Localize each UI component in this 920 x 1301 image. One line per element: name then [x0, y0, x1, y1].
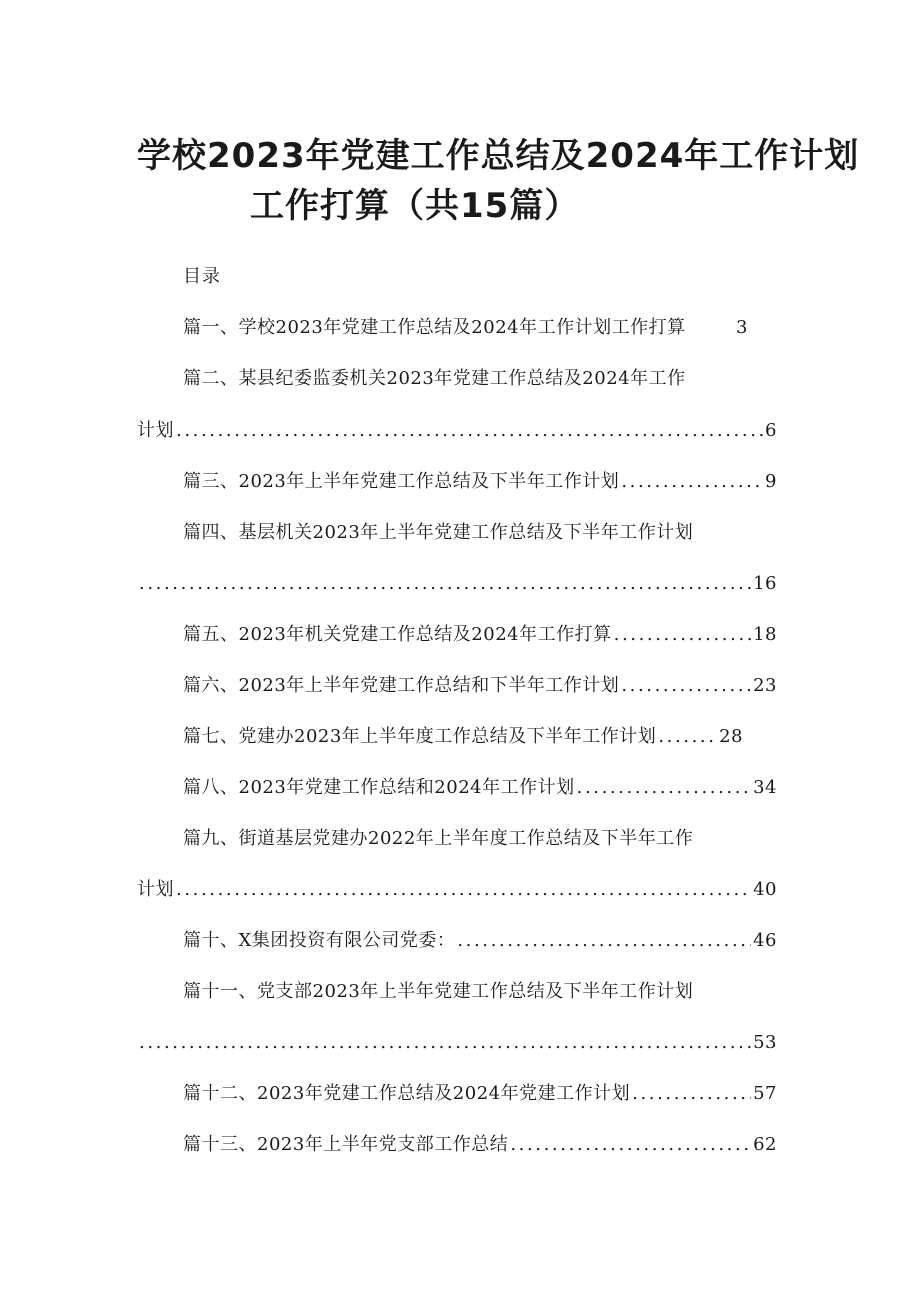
- toc-entry-continuation: [137, 1031, 777, 1055]
- toc-entry-text: 篇十、X集团投资有限公司党委：: [183, 930, 456, 951]
- toc-entry-text: 计划: [137, 420, 174, 441]
- toc-entry-text: 篇十三、2023年上半年党支部工作总结: [183, 1134, 509, 1155]
- toc-entry-page: 16: [753, 573, 777, 594]
- toc-entry-page: 57: [753, 1083, 777, 1104]
- toc-entry: [183, 725, 743, 749]
- toc-entry-page: 40: [753, 879, 777, 900]
- toc-leader-dots: [632, 1082, 751, 1106]
- toc-entry: [183, 1133, 777, 1157]
- toc-leader-dots: [621, 674, 751, 698]
- toc-entry: [183, 623, 777, 647]
- toc-leader-dots: [577, 776, 751, 800]
- toc-entry-continuation: [137, 419, 777, 443]
- toc-entry-text: 篇七、党建办2023年上半年度工作总结及下半年工作计划: [183, 726, 657, 747]
- toc-entry-text: 篇一、学校2023年党建工作总结及2024年工作计划工作打算: [183, 317, 686, 338]
- toc-entry-page: 53: [753, 1032, 777, 1053]
- toc-entry-continuation: [137, 572, 777, 596]
- toc-entry-text: 篇十二、2023年党建工作总结及2024年党建工作计划: [183, 1083, 631, 1104]
- toc-entry-text: 篇五、2023年机关党建工作总结及2024年工作打算: [183, 624, 612, 645]
- toc-entry-page: 34: [753, 777, 777, 798]
- toc-entry-text: 篇八、2023年党建工作总结和2024年工作计划: [183, 777, 575, 798]
- toc-entry-continuation: [137, 878, 777, 902]
- toc-entry-page: 9: [765, 471, 777, 492]
- toc-entry-page: 23: [753, 675, 777, 696]
- toc-entry-text: 篇十一、党支部2023年上半年党建工作总结及下半年工作计划: [183, 981, 694, 1002]
- toc-entry: [183, 1082, 777, 1106]
- toc-entry: [183, 316, 748, 340]
- toc-leader-dots: [176, 878, 751, 902]
- toc-entry-text: 篇四、基层机关2023年上半年党建工作总结及下半年工作计划: [183, 522, 694, 543]
- toc-entry-page: 6: [765, 420, 777, 441]
- toc-heading: 目录: [183, 266, 221, 287]
- toc-leader-dots: [139, 1031, 751, 1055]
- toc-entry: [183, 980, 748, 1004]
- toc-entry: [183, 827, 748, 851]
- toc-leader-dots: [176, 419, 763, 443]
- document-title-line-2: 工作打算（共15篇）: [250, 186, 580, 226]
- toc-leader-dots: [139, 572, 751, 596]
- document-title-line-1: 学校2023年党建工作总结及2024年工作计划: [137, 136, 860, 176]
- toc-entry: [183, 929, 777, 953]
- toc-entry-text: 篇六、2023年上半年党建工作总结和下半年工作计划: [183, 675, 620, 696]
- toc-entry-page: 3: [736, 317, 748, 338]
- toc-leader-dots: [621, 470, 763, 494]
- toc-entry-text: 计划: [137, 879, 174, 900]
- toc-entry: [183, 674, 777, 698]
- toc-leader-dots: [510, 1133, 751, 1157]
- toc-entry-text: 篇二、某县纪委监委机关2023年党建工作总结及2024年工作: [183, 368, 686, 389]
- toc-leader-dots: [457, 929, 751, 953]
- toc-entry-text: 篇三、2023年上半年党建工作总结及下半年工作计划: [183, 471, 620, 492]
- toc-entry: [183, 521, 748, 545]
- toc-entry-page: 18: [753, 624, 777, 645]
- toc-entry: [183, 367, 748, 391]
- toc-entry: [183, 470, 777, 494]
- toc-leader-dots: [614, 623, 751, 647]
- toc-entry-page: 62: [753, 1134, 777, 1155]
- toc-leader-dots: [658, 725, 717, 749]
- toc-entry-page: 28: [719, 726, 743, 747]
- toc-entry: [183, 776, 777, 800]
- toc-entry-page: 46: [753, 930, 777, 951]
- toc-entry-text: 篇九、街道基层党建办2022年上半年度工作总结及下半年工作: [183, 828, 694, 849]
